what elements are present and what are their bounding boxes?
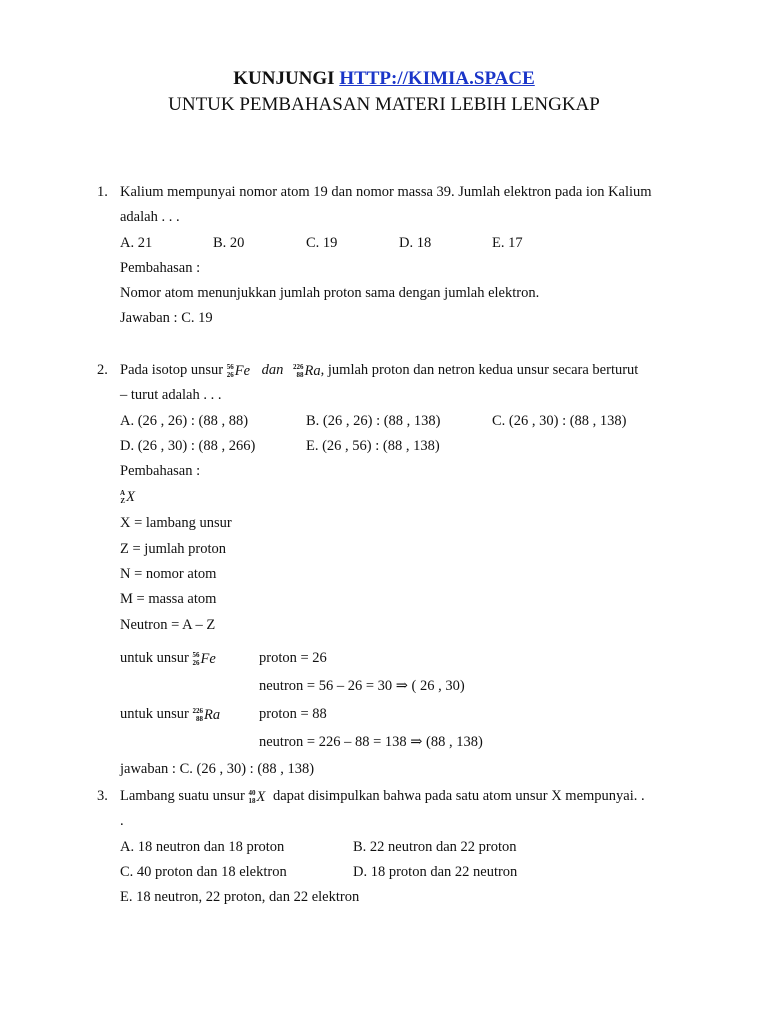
q2-options-row-1 [120,409,700,434]
q1-option-a: A. 21 [120,234,153,251]
q3-option-b: B. 22 neutron dan 22 proton [353,838,517,855]
fe-nuclide-symbol-2 [193,651,216,667]
header-line-1 [0,66,768,92]
ra-symbol: Ra [304,362,321,379]
fe-neutron: neutron = 56 – 26 = 30 ⇒ ( 26 , 30) [259,678,465,694]
generic-symbol: X [126,488,135,505]
fe-untuk-label: untuk unsur [120,650,189,666]
definition-n: N = nomor atom [120,566,217,583]
x-mass-number: 40 [248,788,256,797]
q2-option-d: D. (26 , 30) : (88 , 266) [120,437,256,454]
ra-symbol-2: Ra [204,706,221,723]
fe-mass-number: 56 [226,362,234,371]
kimia-space-link[interactable]: HTTP://KIMIA.SPACE [339,68,535,89]
definition-m: M = massa atom [120,591,217,608]
q3-option-a: A. 18 neutron dan 18 proton [120,838,285,855]
ra-nuclide-symbol [293,363,321,379]
fe-atomic-number: 26 [226,370,234,379]
fe-mass-number-2: 56 [192,650,200,659]
page-header [0,66,768,118]
ra-atomic-number-2: 88 [196,714,203,723]
question-2-number: 2. [97,362,108,378]
x-atomic-number: 18 [248,796,256,805]
generic-atomic-number: Z [120,497,126,506]
q2-text-post: , jumlah proton dan netron kedua unsur secara berturut [320,362,639,378]
question-3 [120,784,700,910]
q2-pembahasan-label: Pembahasan : [120,463,201,480]
fe-symbol: Fe [234,362,251,379]
definition-neutron: Neutron = A – Z [120,616,216,633]
ra-neutron: neutron = 226 – 88 = 138 ⇒ (88 , 138) [259,734,483,750]
q3-options-row-2 [120,860,700,885]
definition-x: X = lambang unsur [120,515,232,532]
ra-nuclide-symbol-2 [193,707,221,723]
x-symbol: X [256,788,266,805]
q2-text-line-1 [120,358,700,383]
fe-untuk-row [120,646,216,671]
q3-text-line-2: . [120,813,124,830]
q3-options-row-1 [120,835,700,860]
ra-proton: proton = 88 [259,706,327,722]
q3-option-e: E. 18 neutron, 22 proton, dan 22 elektron [120,889,360,906]
q2-option-a: A. (26 , 26) : (88 , 88) [120,412,249,429]
q3-option-d: D. 18 proton dan 22 neutron [353,863,518,880]
definition-z: Z = jumlah proton [120,540,227,557]
q2-option-c: C. (26 , 30) : (88 , 138) [492,412,627,429]
question-1-number: 1. [97,184,108,200]
q2-text-pre: Pada isotop unsur [120,362,224,378]
q1-answer: Jawaban : C. 19 [120,310,213,327]
q2-option-e: E. (26 , 56) : (88 , 138) [306,437,440,454]
q3-text-pre: Lambang suatu unsur [120,788,245,804]
generic-nuclide-row [120,484,700,511]
q2-text-line-2: – turut adalah . . . [120,387,222,404]
header-prefix: KUNJUNGI [233,68,335,89]
generic-mass-number: A [120,489,126,498]
header-line-2: UNTUK PEMBAHASAN MATERI LEBIH LENGKAP [168,94,600,115]
fe-proton: proton = 26 [259,650,327,666]
generic-nuclide-symbol [120,489,135,505]
q1-explanation: Nomor atom menunjukkan jumlah proton sama dengan jumlah elektron. [120,285,540,302]
ra-atomic-number: 88 [296,370,304,379]
ra-mass-number-2: 226 [192,706,203,715]
q3-text-line-1 [120,784,700,809]
question-2 [120,358,700,638]
fe-atomic-number-2: 26 [192,658,200,667]
q1-option-d: D. 18 [399,234,432,251]
q1-option-c: C. 19 [306,234,338,251]
question-3-number: 3. [97,788,108,804]
ra-mass-number: 226 [293,362,304,371]
ra-untuk-label: untuk unsur [120,706,189,722]
fe-symbol-2: Fe [200,650,216,667]
q3-option-c: C. 40 proton dan 18 elektron [120,863,287,880]
q2-options-row-2 [120,434,700,459]
x-nuclide-symbol [248,789,265,805]
q1-option-b: B. 20 [213,234,245,251]
q1-option-e: E. 17 [492,234,523,251]
q2-dan: dan [261,362,284,378]
q1-pembahasan-label: Pembahasan : [120,259,201,276]
q3-text-post: dapat disimpulkan bahwa pada satu atom unsur X mempunyai. . [272,788,645,804]
fe-nuclide-symbol [227,363,250,379]
ra-untuk-row [120,702,220,727]
q2-answer: jawaban : C. (26 , 30) : (88 , 138) [120,761,315,777]
q1-text-line-2: adalah . . . [120,209,180,226]
question-1 [120,180,700,332]
q2-option-b: B. (26 , 26) : (88 , 138) [306,412,441,429]
q1-options [120,231,700,256]
q1-text-line-1: Kalium mempunyai nomor atom 19 dan nomor massa 39. Jumlah elektron pada ion Kalium [120,184,652,200]
